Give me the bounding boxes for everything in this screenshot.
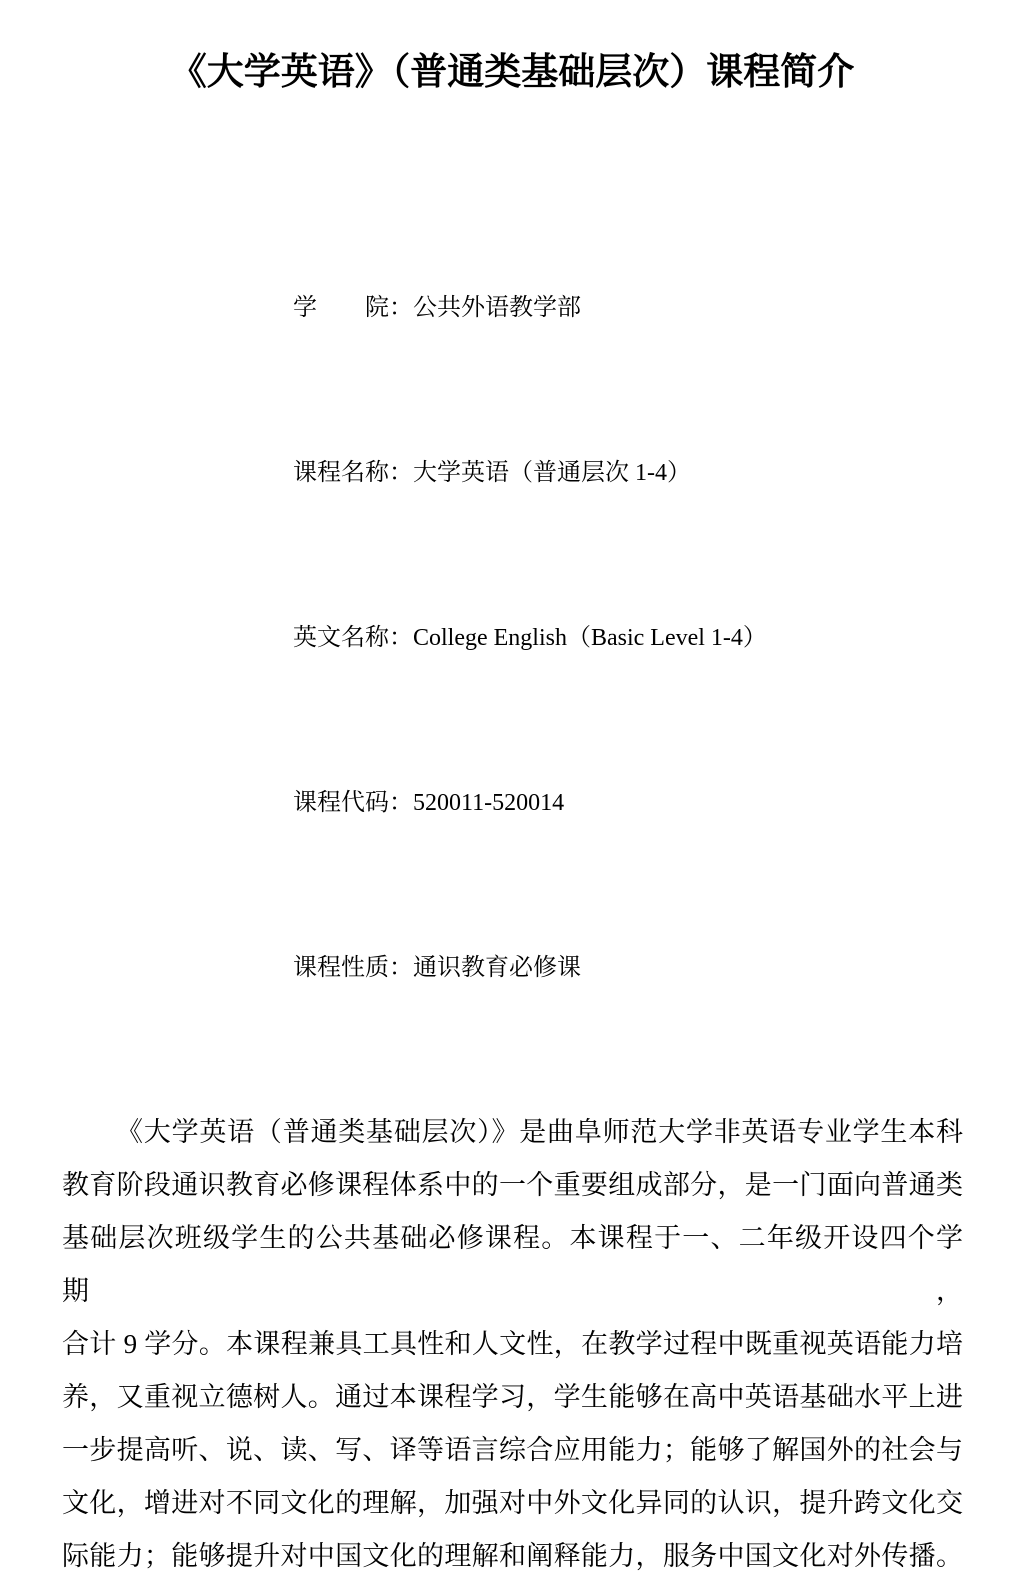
document-page — [0, 46, 1024, 1571]
paragraph-line: 一步提高听、说、读、写、译等语言综合应用能力；能够了解国外的社会与 — [62, 1435, 963, 1465]
meta-label: 课程名称： — [293, 460, 413, 486]
paragraph-line: 教育阶段通识教育必修课程体系中的一个重要组成部分，是一门面向普通类 — [62, 1170, 963, 1200]
meta-value: 通识教育必修课 — [413, 955, 581, 981]
meta-label: 课程代码： — [293, 790, 413, 816]
paragraph-line: 基础层次班级学生的公共基础必修课程。本课程于一、二年级开设四个学期， — [62, 1223, 963, 1306]
meta-row-college — [257, 226, 1024, 391]
paragraph-line: 养，又重视立德树人。通过本课程学习，学生能够在高中英语基础水平上进 — [62, 1382, 963, 1412]
meta-value: 公共外语教学部 — [413, 295, 581, 321]
meta-label: 英文名称： — [293, 625, 413, 651]
meta-label: 课程性质： — [293, 955, 413, 981]
meta-row-english-name — [257, 556, 1024, 721]
course-meta — [257, 226, 1024, 1051]
meta-row-course-name — [257, 391, 1024, 556]
meta-value: 520011-520014 — [413, 790, 565, 816]
paragraph-line: 际能力；能够提升对中国文化的理解和阐释能力，服务中国文化对外传播。 — [62, 1541, 963, 1571]
page-title: 《大学英语》（普通类基础层次）课程简介 — [169, 51, 855, 92]
paragraph-line: 《大学英语（普通类基础层次）》是曲阜师范大学非英语专业学生本科 — [116, 1117, 963, 1147]
meta-row-course-code — [257, 721, 1024, 886]
meta-label: 学 院： — [293, 295, 413, 321]
paragraph-line: 文化，增进对不同文化的理解，加强对中外文化异同的认识，提升跨文化交 — [62, 1488, 963, 1518]
meta-value: 大学英语（普通层次 1-4） — [413, 460, 691, 486]
meta-value: College English（Basic Level 1-4） — [413, 625, 767, 651]
meta-row-course-type — [257, 886, 1024, 1051]
paragraph-line: 合计 9 学分。本课程兼具工具性和人文性，在教学过程中既重视英语能力培 — [62, 1329, 963, 1359]
course-description — [62, 1106, 963, 1583]
